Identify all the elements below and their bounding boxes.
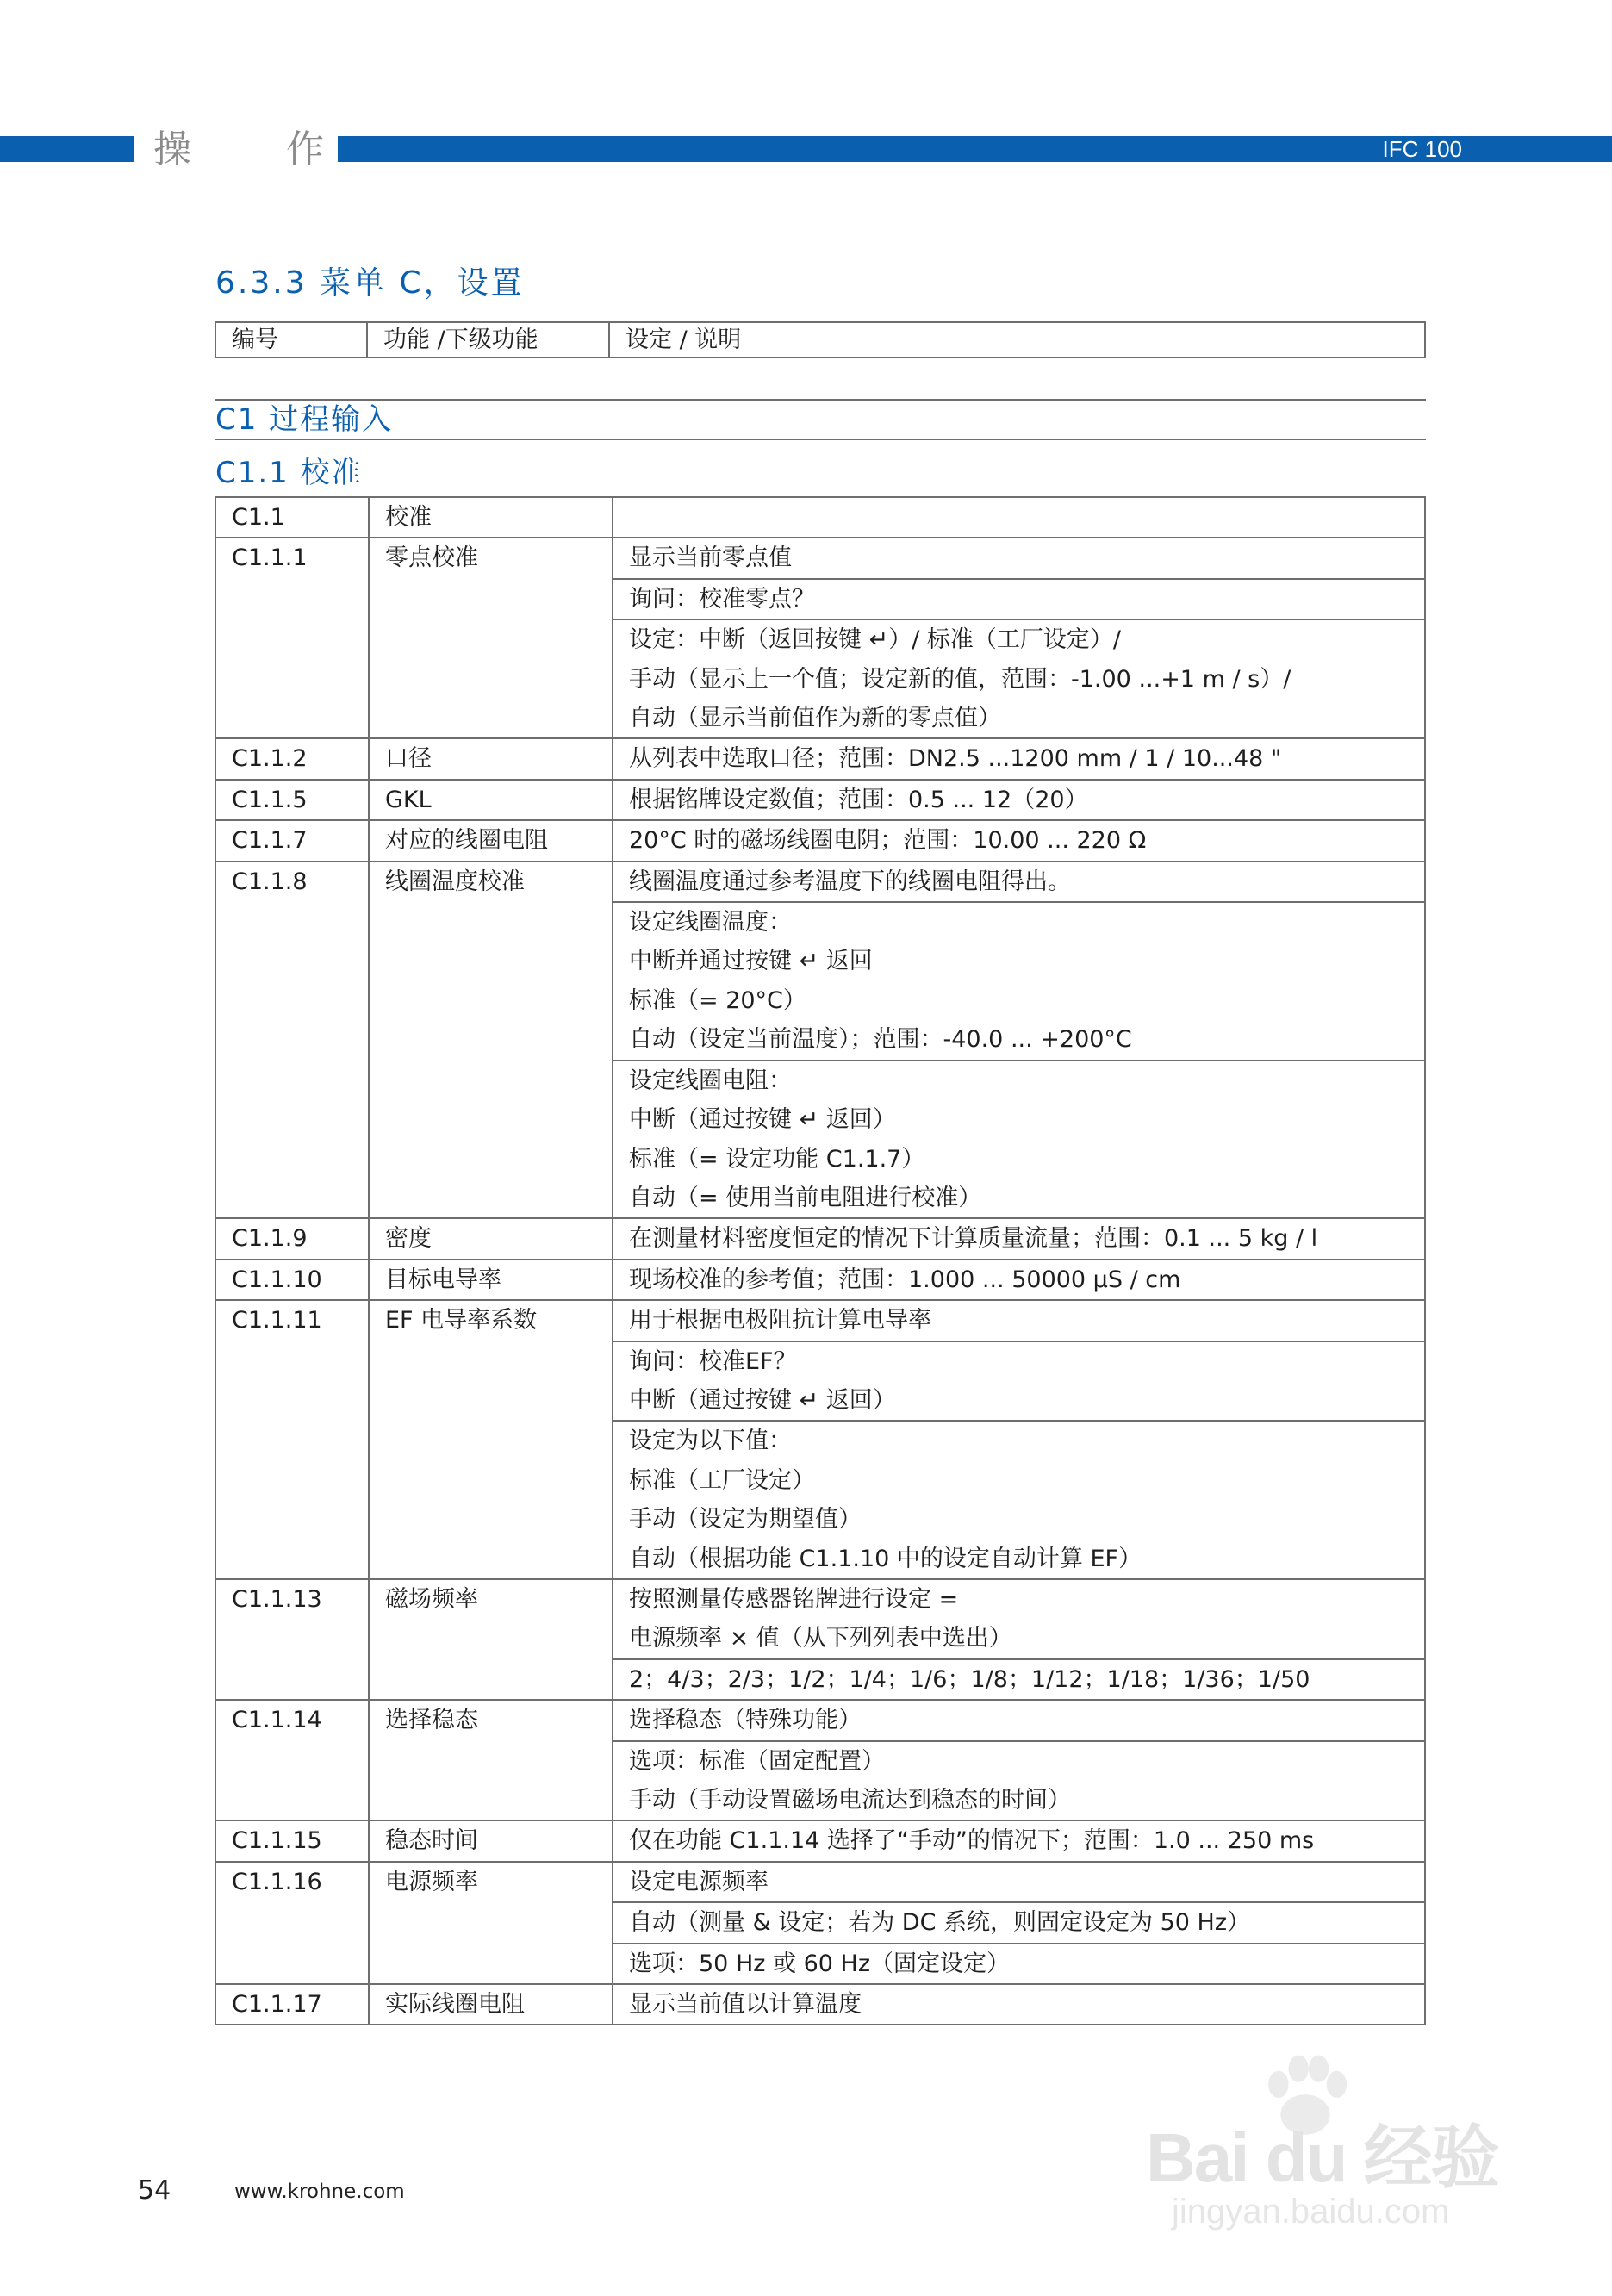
setting-line: 手动（设定为期望值）: [629, 1506, 862, 1534]
setting-line: 20°C 时的磁场线圈电阴；范围：10.00 ... 220 Ω: [629, 827, 1147, 855]
row-setting: [613, 1579, 1425, 1659]
table-row: [215, 1260, 1425, 1300]
row-setting: [613, 1659, 1425, 1700]
row-code: C1.1.10: [215, 1260, 369, 1300]
setting-line: 电源频率 × 值（从下列列表中选出）: [629, 1625, 1012, 1652]
setting-line: 显示当前值以计算温度: [629, 1991, 862, 2019]
row-code: C1.1.17: [215, 1984, 369, 2025]
header-model: IFC 100: [1382, 136, 1462, 162]
row-function: 校准: [369, 497, 613, 538]
row-function: 电源频率: [369, 1862, 613, 1984]
setting-line: 2；4/3；2/3；1/2；1/4；1/6；1/8；1/12；1/18；1/36；1/50: [629, 1665, 1310, 1693]
row-code: C1.1.5: [215, 780, 369, 820]
setting-line: 选项：标准（固定配置）: [629, 1747, 885, 1775]
row-function: 口径: [369, 738, 613, 779]
setting-line: 设定：中断（返回按键 ↵）/ 标准（工厂设定）/: [629, 626, 1121, 654]
row-code: C1.1.14: [215, 1700, 369, 1820]
row-code: C1.1.16: [215, 1862, 369, 1984]
row-setting: [613, 1820, 1425, 1861]
row-setting: [613, 1341, 1425, 1422]
row-setting: [613, 579, 1425, 619]
watermark-text: Bai du 经验: [1146, 2119, 1498, 2196]
header-bar-left: [0, 136, 134, 162]
row-setting: [613, 1902, 1425, 1943]
setting-line: 自动（测量 & 设定；若为 DC 系统，则固定设定为 50 Hz）: [629, 1909, 1251, 1937]
row-setting: [613, 1700, 1425, 1740]
setting-line: 标准（工厂设定）: [629, 1466, 815, 1494]
row-code: C1.1.9: [215, 1218, 369, 1259]
section-title: 6.3.3 菜单 C，设置: [215, 265, 525, 301]
column-legend: [215, 321, 1426, 358]
setting-line: [629, 498, 1424, 537]
row-setting: [613, 780, 1425, 820]
row-setting: [613, 619, 1425, 738]
table-row: [215, 1984, 1425, 2025]
setting-line: 设定电源频率: [629, 1868, 769, 1895]
setting-line: 从列表中选取口径；范围：DN2.5 ...1200 mm / 1 / 10...48 ": [629, 745, 1282, 773]
setting-line: 自动（显示当前值作为新的零点值）: [629, 705, 1001, 732]
row-function: 密度: [369, 1218, 613, 1259]
row-setting: [613, 1061, 1425, 1219]
c1-rule-top: [215, 399, 1426, 401]
row-setting: [613, 1944, 1425, 1984]
setting-line: 标准（= 设定功能 C1.1.7）: [629, 1145, 925, 1173]
row-code: C1.1: [215, 497, 369, 538]
row-setting: [613, 862, 1425, 902]
row-setting: [613, 1984, 1425, 2025]
setting-line: 按照测量传感器铭牌进行设定 =: [629, 1585, 959, 1613]
row-code: C1.1.1: [215, 538, 369, 738]
table-row: [215, 1579, 1425, 1659]
row-code: C1.1.2: [215, 738, 369, 779]
setting-line: 用于根据电极阻抗计算电导率: [629, 1307, 931, 1335]
setting-line: 手动（显示上一个值；设定新的值，范围：-1.00 ...+1 m / s）/: [629, 665, 1291, 693]
legend-number: 编号: [216, 323, 368, 357]
table-row: [215, 538, 1425, 578]
setting-line: 标准（= 20°C）: [629, 986, 806, 1014]
row-setting: [613, 538, 1425, 578]
row-setting: [613, 1300, 1425, 1341]
row-function: 零点校准: [369, 538, 613, 738]
row-setting: [613, 1862, 1425, 1902]
setting-line: 中断（通过按键 ↵ 返回）: [629, 1106, 896, 1134]
table-row: [215, 862, 1425, 902]
row-function: 线圈温度校准: [369, 862, 613, 1219]
setting-line: 选项：50 Hz 或 60 Hz（固定设定）: [629, 1950, 1010, 1977]
legend-function: 功能 /下级功能: [368, 323, 610, 357]
setting-line: 自动（设定当前温度）；范围：-40.0 ... +200°C: [629, 1026, 1132, 1054]
table-row: [215, 780, 1425, 820]
row-code: C1.1.15: [215, 1820, 369, 1861]
row-code: C1.1.13: [215, 1579, 369, 1700]
setting-line: 选择稳态（特殊功能）: [629, 1707, 862, 1734]
header-title: 操作: [153, 128, 419, 171]
setting-line: 中断并通过按键 ↵ 返回: [629, 948, 873, 975]
row-function: 目标电导率: [369, 1260, 613, 1300]
setting-line: 询问：校准零点？: [629, 585, 815, 613]
row-function: EF 电导率系数: [369, 1300, 613, 1579]
row-code: C1.1.7: [215, 820, 369, 861]
c11-title: C1.1 校准: [215, 456, 363, 490]
c1-title: C1 过程输入: [215, 402, 394, 437]
row-setting: [613, 1260, 1425, 1300]
row-function: 选择稳态: [369, 1700, 613, 1820]
setting-line: 现场校准的参考值；范围：1.000 ... 50000 μS / cm: [629, 1266, 1181, 1293]
row-setting: [613, 1421, 1425, 1579]
legend-setting: 设定 / 说明: [626, 327, 742, 353]
footer-url: www.krohne.com: [234, 2181, 405, 2203]
table-row: [215, 738, 1425, 779]
row-function: 磁场频率: [369, 1579, 613, 1700]
row-setting: [613, 1741, 1425, 1821]
setting-line: 中断（通过按键 ↵ 返回）: [629, 1386, 896, 1414]
row-setting: [613, 738, 1425, 779]
page-number: 54: [138, 2175, 171, 2206]
setting-line: 根据铭牌设定数值；范围：0.5 ... 12（20）: [629, 786, 1088, 813]
setting-line: 设定为以下值：: [629, 1428, 792, 1455]
c1-rule-bottom: [215, 439, 1426, 440]
row-code: C1.1.11: [215, 1300, 369, 1579]
setting-line: 设定线圈温度：: [629, 909, 792, 936]
setting-line: 在测量材料密度恒定的情况下计算质量流量；范围：0.1 ... 5 kg / l: [629, 1225, 1318, 1253]
row-function: 对应的线圈电阻: [369, 820, 613, 861]
table-row: [215, 1218, 1425, 1259]
row-function: GKL: [369, 780, 613, 820]
table-row: [215, 497, 1425, 538]
setting-line: 仅在功能 C1.1.14 选择了“手动”的情况下；范围：1.0 ... 250 ms: [629, 1827, 1315, 1855]
row-setting: [613, 902, 1425, 1061]
settings-table: [215, 496, 1426, 2025]
setting-line: 设定线圈电阻：: [629, 1067, 792, 1094]
table-row: [215, 1300, 1425, 1341]
settings-table-body: [215, 497, 1425, 2025]
row-setting: [613, 820, 1425, 861]
table-row: [215, 1820, 1425, 1861]
watermark: [1146, 2042, 1516, 2240]
watermark-sub: jingyan.baidu.com: [1172, 2193, 1450, 2231]
row-function: 实际线圈电阻: [369, 1984, 613, 2025]
row-setting: [613, 1218, 1425, 1259]
setting-line: 询问：校准EF？: [629, 1347, 797, 1375]
row-code: C1.1.8: [215, 862, 369, 1219]
table-row: [215, 820, 1425, 861]
row-setting: [613, 497, 1425, 538]
setting-line: 显示当前零点值: [629, 544, 792, 572]
setting-line: 手动（手动设置磁场电流达到稳态的时间）: [629, 1787, 1071, 1814]
setting-line: 线圈温度通过参考温度下的线圈电阻得出。: [629, 868, 1071, 895]
setting-line: 自动（根据功能 C1.1.10 中的设定自动计算 EF）: [629, 1545, 1142, 1572]
table-row: [215, 1862, 1425, 1902]
table-row: [215, 1700, 1425, 1740]
row-function: 稳态时间: [369, 1820, 613, 1861]
setting-line: 自动（= 使用当前电阻进行校准）: [629, 1184, 982, 1211]
